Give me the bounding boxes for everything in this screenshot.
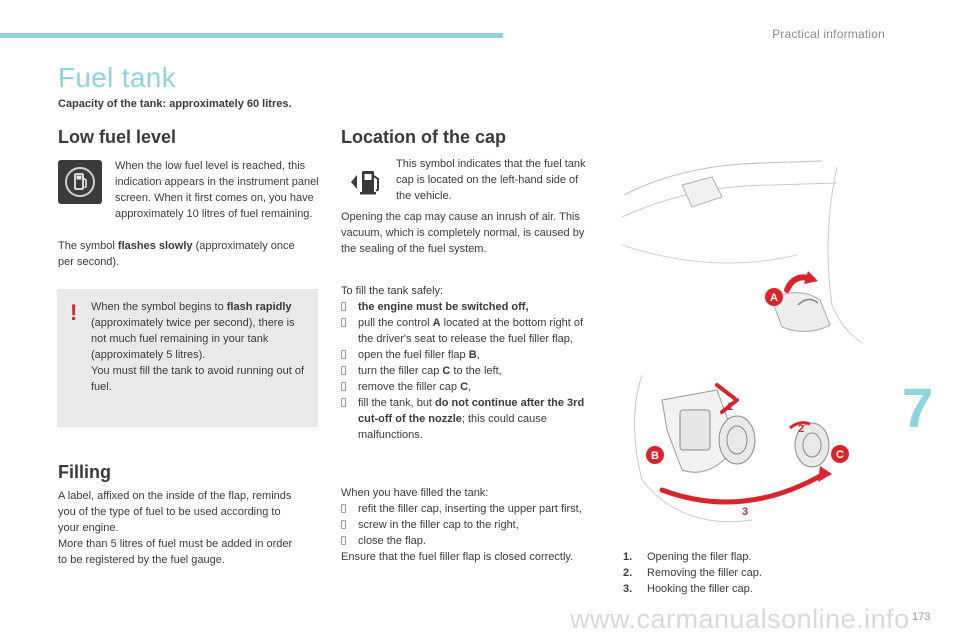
text-span: open the fuel filler flap — [358, 349, 469, 361]
watermark: www.carmanualsonline.info — [570, 604, 910, 634]
chapter-number: 7 — [902, 376, 934, 439]
text-bold: flashes slowly — [117, 240, 193, 252]
label-3: 3 — [742, 506, 749, 518]
page-title: Fuel tank — [58, 62, 176, 93]
text-span: ; this could cause malfunctions. — [358, 413, 547, 441]
fill-intro: To fill the tank safely: — [341, 285, 444, 297]
label-c: C — [836, 449, 844, 461]
fill-safely-block — [341, 283, 599, 443]
warning-text — [91, 299, 306, 395]
section-label: Practical information — [772, 27, 885, 41]
fill-step — [341, 395, 599, 443]
cap-location-text: This symbol indicates that the fuel tank cap is located on the left-hand side of the vehicle. — [396, 158, 586, 202]
caption-item — [623, 549, 853, 565]
text-span: (approximately once per second). — [58, 240, 295, 268]
bullet-icon — [341, 517, 346, 533]
illustration-captions — [623, 549, 853, 597]
bullet-icon — [341, 501, 346, 517]
warning-exclamation-icon: ! — [70, 300, 78, 325]
text-span: to the left, — [450, 365, 502, 377]
filling-text-2: More than 5 litres of fuel must be added in order to be registered by the fuel gauge. — [58, 538, 293, 566]
fill-step — [341, 379, 599, 395]
low-fuel-warning-icon — [58, 160, 102, 204]
filling-text-1: A label, affixed on the inside of the flap, reminds you of the type of fuel to be used according to your engine. — [58, 490, 292, 534]
page-number: 173 — [912, 611, 931, 623]
text-span: remove the filler cap — [358, 381, 461, 393]
after-step — [341, 501, 599, 517]
text-bold: flash rapidly — [226, 301, 292, 313]
caption-item — [623, 581, 853, 597]
text-bold: do not continue after the 3rd cut-off of the nozzle — [358, 397, 585, 425]
bullet-icon — [341, 533, 346, 549]
label-2: 2 — [798, 423, 805, 435]
caption-number: 1. — [623, 551, 633, 563]
text-span: , — [468, 381, 472, 393]
text-span: fill the tank, but — [358, 397, 436, 409]
vacuum-text: Opening the cap may cause an inrush of air. This vacuum, which is completely normal, is caused by the sealing of the fuel system. — [341, 211, 585, 255]
text-span: The symbol — [58, 240, 118, 252]
filling-text — [58, 488, 298, 568]
text-span: pull the control — [358, 317, 433, 329]
text-bold: C — [442, 365, 451, 377]
bullet-icon — [341, 347, 346, 363]
bullet-icon — [341, 379, 346, 395]
after-step — [341, 517, 599, 533]
text-span: refit the filler cap, inserting the upper part first, — [358, 503, 582, 515]
text-bold: B — [468, 349, 477, 361]
text-bold: the engine must be switched off, — [358, 301, 529, 313]
after-step — [341, 533, 599, 549]
fuel-cap-removal-illustration — [622, 370, 865, 538]
label-a: A — [770, 292, 778, 304]
fuel-cap-left-side-icon — [342, 160, 386, 204]
closing-text: Ensure that the fuel filler flap is closed correctly. — [341, 551, 574, 563]
fuel-flap-release-illustration — [622, 155, 865, 345]
text-span: (approximately twice per second), there is not much fuel remaining in your tank (approximately 5 litres). — [91, 317, 295, 361]
caption-text: Removing the filler cap. — [647, 567, 762, 579]
location-heading: Location of the cap — [341, 127, 507, 147]
text-span: screw in the filler cap to the right, — [358, 519, 519, 531]
text-span: When the symbol begins to — [91, 301, 227, 313]
low-fuel-intro: When the low fuel level is reached, this indication appears in the instrument panel screen. When it first comes on, you have approximately 10 litres of fuel remaining. — [115, 160, 319, 220]
caption-number: 2. — [623, 567, 633, 579]
low-fuel-heading: Low fuel level — [58, 127, 177, 147]
text-span: close the flap. — [358, 535, 426, 547]
fill-step — [341, 315, 599, 347]
filling-heading: Filling — [58, 462, 111, 482]
after-intro: When you have filled the tank: — [341, 487, 489, 499]
text-span: turn the filler cap — [358, 365, 443, 377]
text-span: located at the bottom right of the driver's seat to release the fuel filler flap, — [358, 317, 584, 345]
bullet-icon — [341, 395, 346, 411]
text-span: , — [476, 349, 480, 361]
bullet-icon — [341, 299, 346, 315]
header-accent-bar — [0, 33, 503, 38]
tank-capacity: Capacity of the tank: approximately 60 litres. — [58, 98, 292, 110]
text-bold: C — [460, 381, 469, 393]
fill-step — [341, 299, 599, 315]
caption-number: 3. — [623, 583, 633, 595]
fill-step — [341, 363, 599, 379]
fill-step — [341, 347, 599, 363]
bullet-icon — [341, 315, 346, 331]
after-filling-block — [341, 485, 599, 565]
bullet-icon — [341, 363, 346, 379]
text-bold: A — [432, 317, 441, 329]
symbol-flashes-slowly — [58, 238, 313, 270]
label-b: B — [651, 450, 659, 462]
label-1: 1 — [727, 401, 734, 413]
warning-line-2: You must fill the tank to avoid running out of fuel. — [91, 365, 305, 393]
caption-text: Opening the filer flap. — [647, 551, 752, 563]
caption-text: Hooking the filler cap. — [647, 583, 753, 595]
caption-item — [623, 565, 853, 581]
